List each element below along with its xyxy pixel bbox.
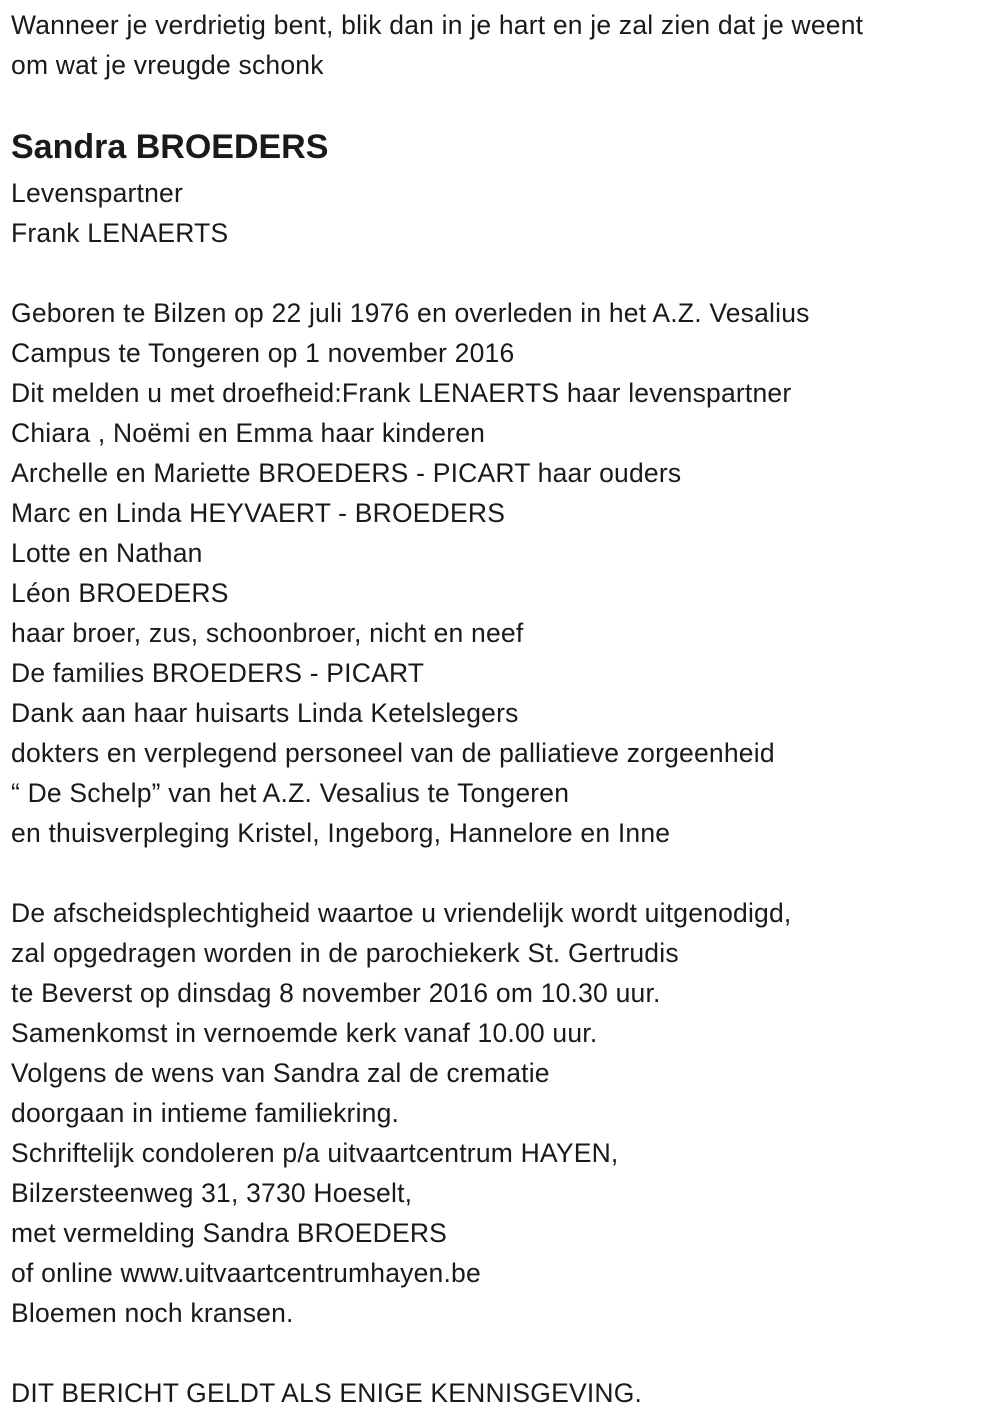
- footer-notice: DIT BERICHT GELDT ALS ENIGE KENNISGEVING.: [11, 1378, 643, 1408]
- ceremony-line: Samenkomst in vernoemde kerk vanaf 10.00 uur.: [11, 1018, 598, 1048]
- ceremony-line: te Beverst op dinsdag 8 november 2016 om 10.30 uur.: [11, 978, 661, 1008]
- announcement-line: Geboren te Bilzen op 22 juli 1976 en overleden in het A.Z. Vesalius: [11, 298, 810, 328]
- announcement-line: Campus te Tongeren op 1 november 2016: [11, 338, 515, 368]
- announcement-line: dokters en verplegend personeel van de palliatieve zorgeenheid: [11, 738, 775, 768]
- quote: [11, 5, 1000, 85]
- announcement-line: haar broer, zus, schoonbroer, nicht en neef: [11, 618, 524, 648]
- ceremony-website-line: of online www.uitvaartcentrumhayen.be: [11, 1258, 481, 1288]
- ceremony-line: Bilzersteenweg 31, 3730 Hoeselt,: [11, 1178, 413, 1208]
- ceremony-line: Schriftelijk condoleren p/a uitvaartcentrum HAYEN,: [11, 1138, 619, 1168]
- partner-name: Frank LENAERTS: [11, 218, 229, 248]
- announcement-line: Chiara , Noëmi en Emma haar kinderen: [11, 418, 486, 448]
- quote-line: om wat je vreugde schonk: [11, 50, 324, 80]
- announcement-line: Marc en Linda HEYVAERT - BROEDERS: [11, 498, 506, 528]
- announcement-block: [11, 293, 1000, 853]
- announcement-line: Dank aan haar huisarts Linda Ketelslegers: [11, 698, 519, 728]
- ceremony-line: De afscheidsplechtigheid waartoe u vriendelijk wordt uitgenodigd,: [11, 898, 792, 928]
- announcement-line: en thuisverpleging Kristel, Ingeborg, Hannelore en Inne: [11, 818, 671, 848]
- ceremony-line: Volgens de wens van Sandra zal de crematie: [11, 1058, 550, 1088]
- announcement-line: Dit melden u met droefheid:Frank LENAERTS haar levenspartner: [11, 378, 792, 408]
- partner-label: Levenspartner: [11, 178, 184, 208]
- announcement-line: Archelle en Mariette BROEDERS - PICART haar ouders: [11, 458, 682, 488]
- partner-block: [11, 173, 1000, 253]
- ceremony-line: zal opgedragen worden in de parochiekerk St. Gertrudis: [11, 938, 679, 968]
- announcement-line: Léon BROEDERS: [11, 578, 229, 608]
- announcement-line: “ De Schelp” van het A.Z. Vesalius te Tongeren: [11, 778, 570, 808]
- ceremony-block: [11, 893, 1000, 1333]
- announcement-line: De families BROEDERS - PICART: [11, 658, 425, 688]
- ceremony-line: met vermelding Sandra BROEDERS: [11, 1218, 448, 1248]
- deceased-name: Sandra BROEDERS: [11, 128, 329, 166]
- quote-line: Wanneer je verdrietig bent, blik dan in je hart en je zal zien dat je weent: [11, 10, 864, 40]
- ceremony-line: doorgaan in intieme familiekring.: [11, 1098, 400, 1128]
- announcement-line: Lotte en Nathan: [11, 538, 203, 568]
- ceremony-line: Bloemen noch kransen.: [11, 1298, 294, 1328]
